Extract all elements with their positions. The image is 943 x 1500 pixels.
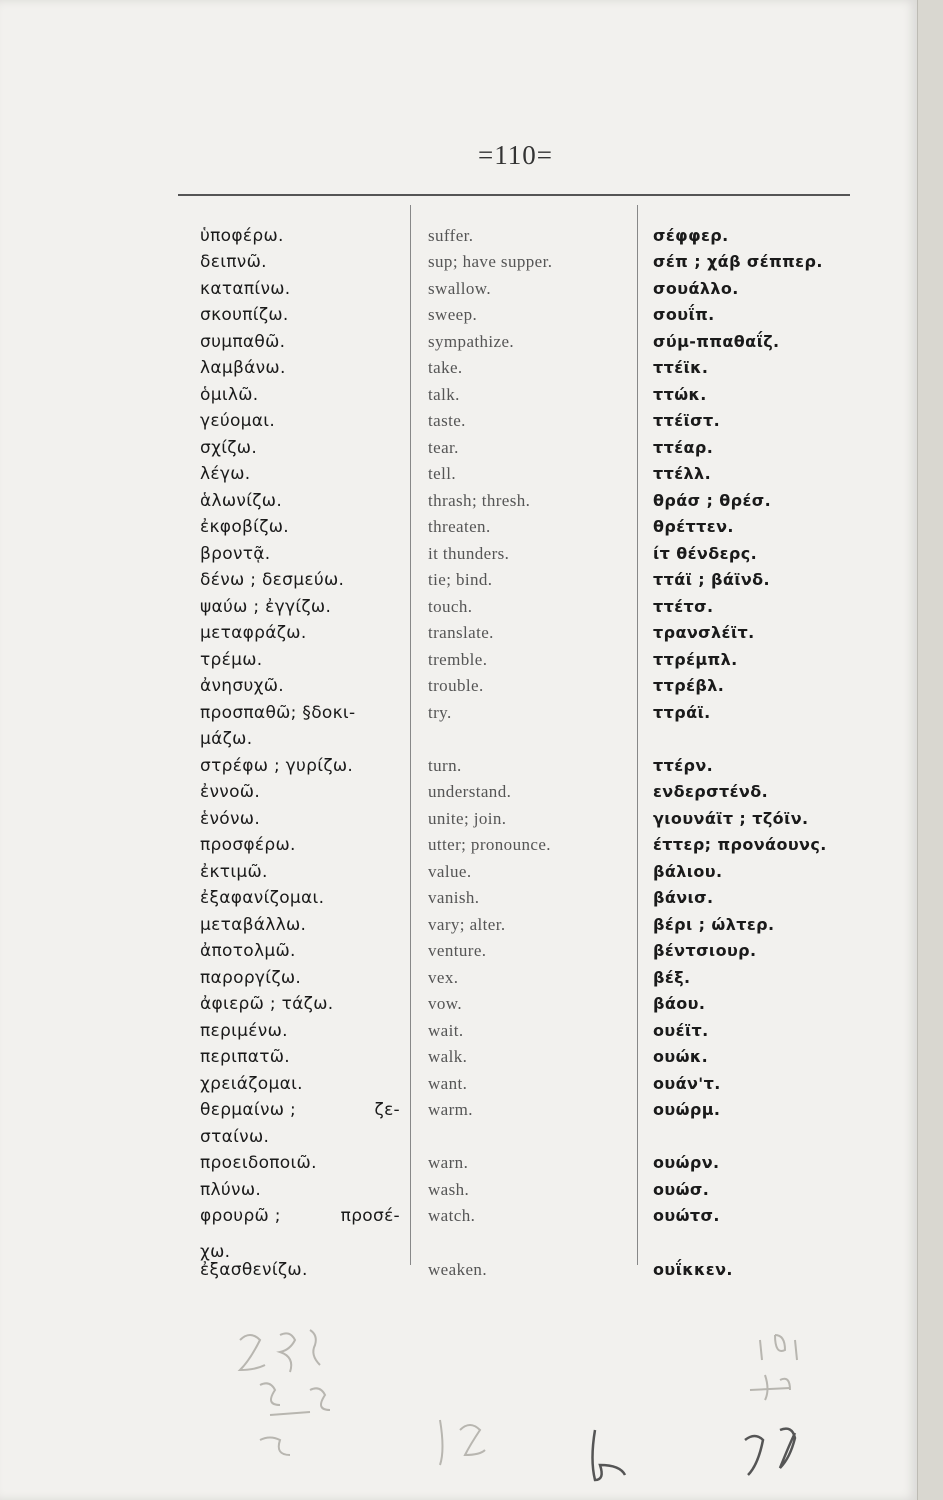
english-word: want. (428, 1074, 468, 1093)
greek-word: μεταφράζω. (200, 623, 307, 643)
english-word: utter; pronounce. (428, 835, 551, 854)
greek-word: σκουπίζω. (200, 305, 289, 325)
greek-word: μεταβάλλω. (200, 915, 307, 935)
vocabulary-row (0, 570, 918, 596)
pronunciation: βάλιου. (653, 862, 723, 881)
pronunciation: ουέϊτ. (653, 1021, 709, 1040)
pencil-marks (200, 1320, 900, 1490)
greek-word: σταίνω. (200, 1127, 270, 1147)
greek-word: δένω ; δεσμεύω. (200, 570, 345, 590)
english-word: try. (428, 703, 452, 722)
greek-word: πλύνω. (200, 1180, 262, 1200)
english-word: vow. (428, 994, 463, 1013)
greek-word: περιπατῶ. (200, 1047, 290, 1067)
pronunciation: ενδερστένδ. (653, 782, 769, 801)
pronunciation: ουώσ. (653, 1180, 710, 1199)
vocabulary-row (0, 1047, 918, 1073)
pronunciation: ττέϊστ. (653, 411, 721, 430)
greek-word: ψαύω ; ἐγγίζω. (200, 597, 332, 617)
greek-word: λαμβάνω. (200, 358, 286, 378)
vocabulary-row (0, 782, 918, 808)
pronunciation: βέρι ; ώλτερ. (653, 915, 775, 934)
english-word: wash. (428, 1180, 470, 1199)
pronunciation: ττέρν. (653, 756, 714, 775)
greek-word: περιμένω. (200, 1021, 288, 1041)
pronunciation: ίτ θένδερς. (653, 544, 758, 563)
pronunciation: βέξ. (653, 968, 691, 987)
vocabulary-row (0, 411, 918, 437)
vocabulary-row (0, 358, 918, 384)
english-word: vary; alter. (428, 915, 506, 934)
pronunciation: θράσ ; θρέσ. (653, 491, 772, 510)
vocabulary-row (0, 703, 918, 729)
english-word: tell. (428, 464, 456, 483)
greek-word: προσφέρω. (200, 835, 296, 855)
english-word: warn. (428, 1153, 469, 1172)
pronunciation: σουΐπ. (653, 305, 715, 324)
english-word: thrash; thresh. (428, 491, 531, 510)
greek-word: ἐξαφανίζομαι. (200, 888, 325, 908)
english-word: suffer. (428, 226, 474, 245)
vocabulary-row (0, 862, 918, 888)
english-word: turn. (428, 756, 462, 775)
vocabulary-row (0, 1153, 918, 1179)
pronunciation: ουώκ. (653, 1047, 709, 1066)
greek-word (200, 1206, 400, 1226)
greek-word: μάζω. (200, 729, 253, 749)
greek-word-part: φρουρῶ ; (200, 1206, 281, 1226)
greek-word-hyphenated-tail: ζε- (374, 1100, 400, 1120)
pronunciation: έττερ; προνάουνς. (653, 835, 827, 854)
greek-word: ἐξασθενίζω. (200, 1259, 308, 1280)
greek-word: ἐννοῶ. (200, 782, 261, 802)
english-word: touch. (428, 597, 473, 616)
english-word: tie; bind. (428, 570, 493, 589)
pronunciation: ττρέβλ. (653, 676, 725, 695)
vocabulary-row (0, 1127, 918, 1153)
greek-word: συμπαθῶ. (200, 332, 286, 352)
greek-word: ἑνόνω. (200, 809, 261, 829)
english-word: walk. (428, 1047, 468, 1066)
greek-word: ἐκτιμῶ. (200, 862, 268, 882)
english-word: it thunders. (428, 544, 510, 563)
pronunciation: ττρέμπλ. (653, 650, 738, 669)
greek-word (200, 1100, 400, 1120)
vocabulary-row (0, 1074, 918, 1100)
greek-word: ἀνησυχῶ. (200, 676, 284, 696)
english-word: value. (428, 862, 472, 881)
english-word: wait. (428, 1021, 464, 1040)
greek-word: ἀποτολμῶ. (200, 941, 296, 961)
english-word: taste. (428, 411, 466, 430)
vocabulary-row (0, 385, 918, 411)
vocabulary-row (0, 544, 918, 570)
english-word: venture. (428, 941, 487, 960)
pronunciation: βάου. (653, 994, 706, 1013)
pronunciation: ουώρν. (653, 1153, 720, 1172)
vocabulary-row (0, 915, 918, 941)
english-word: warm. (428, 1100, 473, 1119)
english-word: tremble. (428, 650, 488, 669)
pronunciation: ττάϊ ; βάϊνδ. (653, 570, 771, 589)
pronunciation: γιουνάϊτ ; τζόϊν. (653, 809, 809, 828)
pronunciation: σουάλλο. (653, 279, 739, 298)
greek-word: χω. (200, 1242, 231, 1262)
vocabulary-row (0, 1180, 918, 1206)
english-word: trouble. (428, 676, 484, 695)
vocabulary-row (0, 623, 918, 649)
vocabulary-row (0, 226, 918, 252)
vocabulary-row (0, 941, 918, 967)
pronunciation: βάνισ. (653, 888, 714, 907)
pronunciation: ττέϊκ. (653, 358, 709, 377)
vocabulary-row (0, 650, 918, 676)
pronunciation: ττράϊ. (653, 703, 711, 722)
english-word: swallow. (428, 279, 492, 298)
vocabulary-row (0, 968, 918, 994)
english-word: vex. (428, 968, 459, 987)
greek-word: λέγω. (200, 464, 251, 484)
english-word: sup; have supper. (428, 252, 553, 271)
pronunciation: ουώτσ. (653, 1206, 720, 1225)
vocabulary-row (0, 464, 918, 490)
english-word: sympathize. (428, 332, 515, 351)
english-word: talk. (428, 385, 460, 404)
greek-word: τρέμω. (200, 650, 263, 670)
pronunciation: σέπ ; χάβ σέππερ. (653, 252, 823, 271)
greek-word: ἐκφοβίζω. (200, 517, 290, 537)
english-word: vanish. (428, 888, 480, 907)
pronunciation: θρέττεν. (653, 517, 734, 536)
vocabulary-row (0, 305, 918, 331)
greek-word: παροργίζω. (200, 968, 302, 988)
pronunciation: σέφφερ. (653, 226, 729, 245)
vocabulary-row (0, 729, 918, 755)
vocabulary-row (0, 1021, 918, 1047)
greek-word: ἁλωνίζω. (200, 491, 283, 511)
pronunciation: ουάν'τ. (653, 1074, 721, 1093)
greek-word: χρειάζομαι. (200, 1074, 303, 1094)
english-word: take. (428, 358, 463, 377)
vocabulary-row (0, 491, 918, 517)
pronunciation: βέντσιουρ. (653, 941, 757, 960)
greek-word: σχίζω. (200, 438, 258, 458)
vocabulary-row (0, 1206, 918, 1232)
vocabulary-row (0, 597, 918, 623)
vocabulary-row (0, 888, 918, 914)
vocabulary-row (0, 517, 918, 543)
vocabulary-row (0, 438, 918, 464)
vocabulary-row (0, 994, 918, 1020)
vocabulary-row (0, 809, 918, 835)
pronunciation: ττέλλ. (653, 464, 712, 483)
page-edge (917, 0, 943, 1500)
english-word: understand. (428, 782, 512, 801)
english-word: sweep. (428, 305, 478, 324)
greek-word: δειπνῶ. (200, 252, 267, 272)
english-word: tear. (428, 438, 459, 457)
greek-word: ὁμιλῶ. (200, 385, 259, 405)
english-word: watch. (428, 1206, 476, 1225)
greek-word-hyphenated-tail: προσέ- (340, 1206, 400, 1226)
vocabulary-row (0, 252, 918, 278)
greek-word: βροντᾷ. (200, 544, 271, 564)
vocabulary-row (0, 756, 918, 782)
greek-word-part: θερμαίνω ; (200, 1100, 297, 1120)
english-word: translate. (428, 623, 494, 642)
greek-word: στρέφω ; γυρίζω. (200, 756, 354, 776)
greek-word: προειδοποιῶ. (200, 1153, 317, 1173)
pronunciation: ττέτσ. (653, 597, 714, 616)
greek-word: ἀφιερῶ ; τάζω. (200, 994, 334, 1014)
english-word: threaten. (428, 517, 491, 536)
greek-word: προσπαθῶ; §δοκι- (200, 703, 356, 723)
pronunciation: ττώκ. (653, 385, 707, 404)
pronunciation: σύμ-ππαθαΐζ. (653, 332, 780, 351)
vocabulary-row (0, 1100, 918, 1126)
vocabulary-row (0, 279, 918, 305)
header-rule (178, 194, 850, 196)
vocabulary-row (0, 1260, 918, 1286)
english-word: unite; join. (428, 809, 507, 828)
vocabulary-row (0, 835, 918, 861)
greek-word: γεύομαι. (200, 411, 276, 431)
pronunciation: τρανσλέϊτ. (653, 623, 755, 642)
greek-word: καταπίνω. (200, 279, 291, 299)
pronunciation: ττέαρ. (653, 438, 714, 457)
greek-word: ὑποφέρω. (200, 226, 284, 246)
vocabulary-row (0, 676, 918, 702)
english-word: weaken. (428, 1259, 487, 1279)
vocabulary-row (0, 332, 918, 358)
pronunciation: ουώρμ. (653, 1100, 721, 1119)
pronunciation: ουΐκκεν. (653, 1259, 733, 1279)
page-number: =110= (478, 140, 553, 170)
